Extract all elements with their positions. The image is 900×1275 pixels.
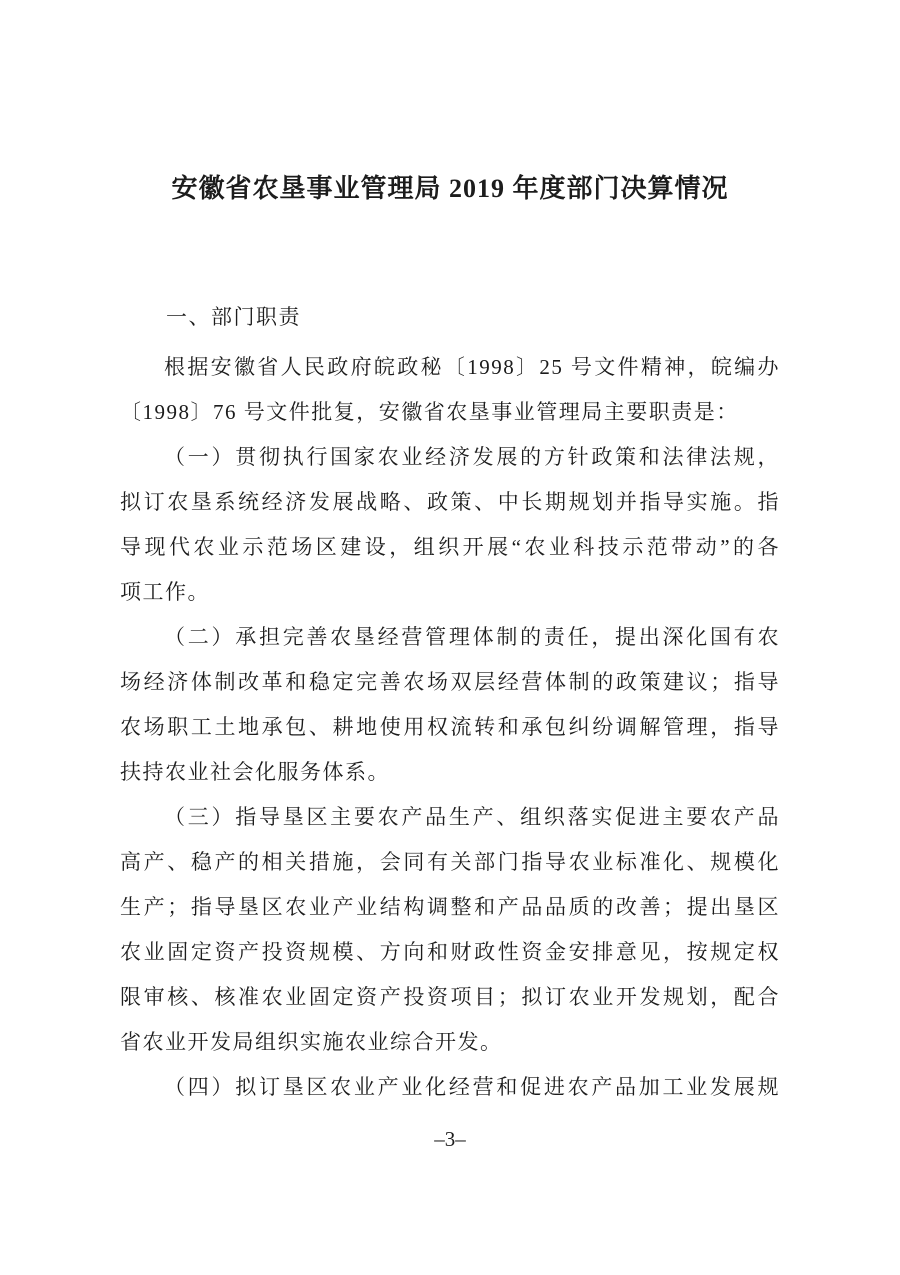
text-line: 项工作。 — [120, 580, 210, 604]
text-line: 高产、稳产的相关措施，会同有关部门指导农业标准化、规模化 — [120, 850, 780, 874]
document-title: 安徽省农垦事业管理局 2019 年度部门决算情况 — [171, 174, 729, 203]
text-line: 〔1998〕76 号文件批复，安徽省农垦事业管理局主要职责是： — [120, 400, 739, 424]
text-line: （四）拟订垦区农业产业化经营和促进农产品加工业发展规 — [164, 1075, 780, 1099]
text-line: 省农业开发局组织实施农业综合开发。 — [120, 1030, 503, 1054]
text-line: 拟订农垦系统经济发展战略、政策、中长期规划并指导实施。指 — [120, 490, 780, 514]
text-line: 根据安徽省人民政府皖政秘〔1998〕25 号文件精神，皖编办 — [164, 355, 780, 379]
document-body — [120, 295, 780, 1110]
text-line: （一）贯彻执行国家农业经济发展的方针政策和法律法规， — [164, 445, 780, 469]
paragraph — [120, 615, 780, 795]
text-line: （三）指导垦区主要农产品生产、组织落实促进主要农产品 — [164, 805, 780, 829]
text-line: 导现代农业示范场区建设，组织开展“农业科技示范带动”的各 — [120, 535, 780, 559]
paragraph — [120, 1065, 780, 1110]
paragraph — [120, 435, 780, 615]
text-line: 场经济体制改革和稳定完善农场双层经营体制的政策建议；指导 — [120, 670, 780, 694]
section-heading: 一、部门职责 — [166, 305, 301, 329]
page-number: –3– — [434, 1127, 466, 1151]
text-line: 农业固定资产投资规模、方向和财政性资金安排意见，按规定权 — [120, 940, 780, 964]
text-line: 限审核、核准农业固定资产投资项目；拟订农业开发规划，配合 — [120, 985, 780, 1009]
paragraphs-container — [120, 345, 780, 1110]
text-line: （二）承担完善农垦经营管理体制的责任，提出深化国有农 — [164, 625, 780, 649]
paragraph — [120, 795, 780, 1065]
text-line: 生产；指导垦区农业产业结构调整和产品品质的改善；提出垦区 — [120, 895, 780, 919]
text-line: 扶持农业社会化服务体系。 — [120, 760, 390, 784]
text-line: 农场职工土地承包、耕地使用权流转和承包纠纷调解管理，指导 — [120, 715, 780, 739]
paragraph — [120, 345, 780, 435]
